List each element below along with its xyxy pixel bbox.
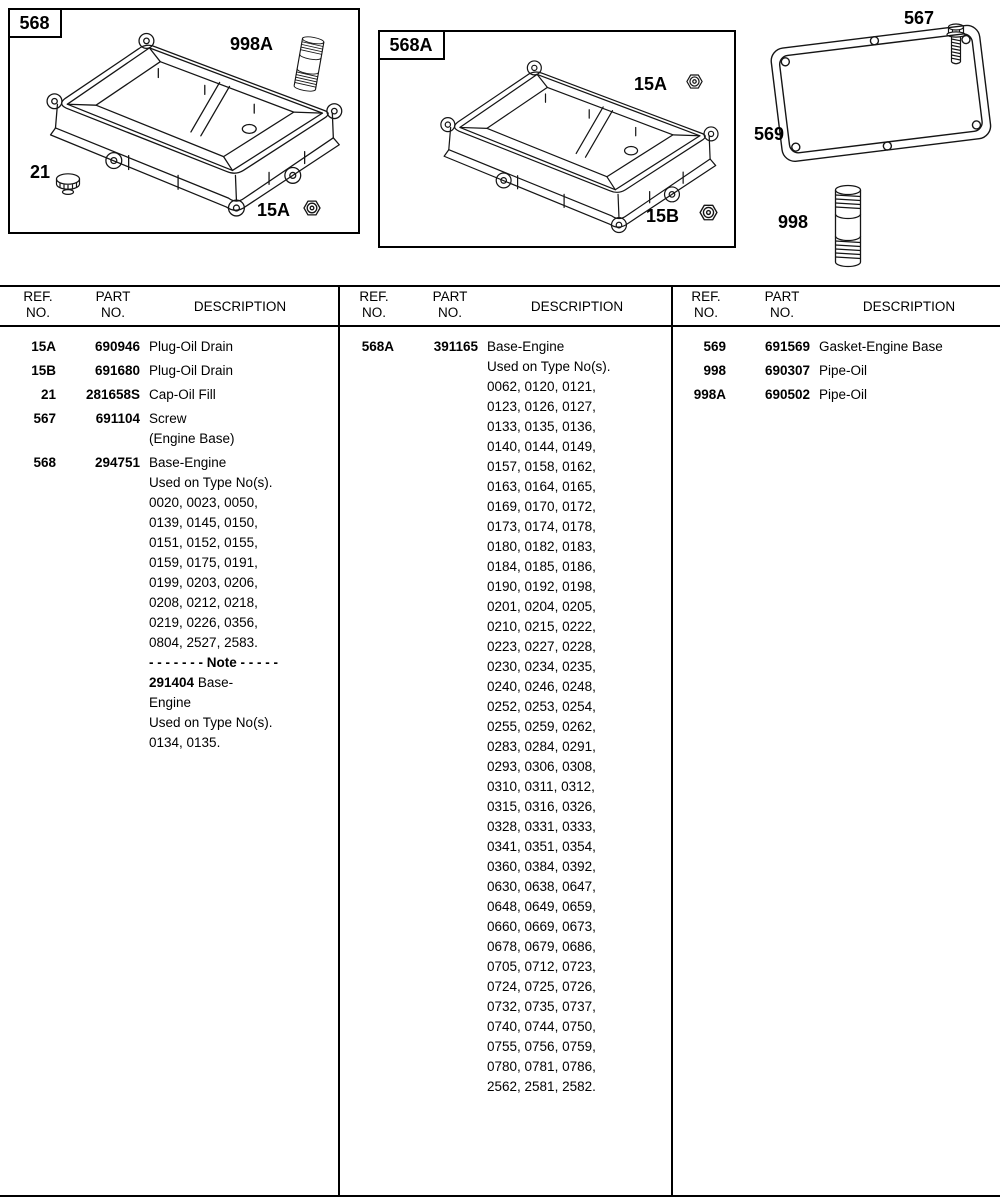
description-line: 0255, 0259, 0262, — [487, 719, 596, 734]
parts-column-1 — [8, 337, 334, 753]
ref-no-cell: 568 — [33, 455, 56, 470]
description-cell — [149, 453, 278, 753]
description-line: Base-Engine — [487, 339, 565, 354]
description-line: 291404 Base- — [149, 675, 234, 690]
description-line: 0180, 0182, 0183, — [487, 539, 596, 554]
description-line: 0169, 0170, 0172, — [487, 499, 596, 514]
part-no-cell: 691104 — [95, 411, 140, 426]
table-row — [8, 337, 334, 357]
ref-no-cell: 15A — [31, 339, 56, 354]
description-line: 0184, 0185, 0186, — [487, 559, 596, 574]
description-line: 0648, 0649, 0659, — [487, 899, 596, 914]
description-line: 0199, 0203, 0206, — [149, 575, 258, 590]
description-line: Used on Type No(s). — [149, 715, 273, 730]
ref-no-header: REF. NO. — [359, 289, 389, 320]
part-no-cell: 690502 — [764, 387, 810, 402]
description-line: 0315, 0316, 0326, — [487, 799, 596, 814]
description-line: Base-Engine — [149, 455, 227, 470]
description-line: Pipe-Oil — [819, 363, 868, 378]
ref-no-cell: 569 — [703, 339, 726, 354]
description-line: 0328, 0331, 0333, — [487, 819, 596, 834]
description-line: 0123, 0126, 0127, — [487, 399, 596, 414]
table-row — [678, 337, 996, 357]
description-line: 0139, 0145, 0150, — [149, 515, 258, 530]
parts-column-2 — [346, 337, 666, 1097]
description-line: 0252, 0253, 0254, — [487, 699, 596, 714]
callout-998A: 998A — [230, 34, 274, 54]
description-cell — [149, 385, 216, 405]
description-line: 0341, 0351, 0354, — [487, 839, 596, 854]
table-row — [8, 453, 334, 753]
description-header: DESCRIPTION — [193, 298, 287, 314]
oil-drain-plug-15B-drawing — [698, 202, 719, 223]
part-no-cell: 690946 — [94, 339, 140, 354]
table-header-group-3 — [678, 288, 996, 324]
part-no-cell: 691569 — [764, 339, 810, 354]
engine-base-gasket-drawing — [770, 18, 998, 170]
description-line: Used on Type No(s). — [487, 359, 611, 374]
table-row — [8, 409, 334, 449]
figure-box-568 — [8, 8, 360, 234]
table-header-group-1 — [8, 288, 328, 324]
description-line: 0360, 0384, 0392, — [487, 859, 596, 874]
description-line: 0133, 0135, 0136, — [487, 419, 596, 434]
description-cell — [149, 409, 235, 449]
description-line: 0293, 0306, 0308, — [487, 759, 596, 774]
part-no-header: PART NO. — [432, 289, 468, 320]
description-line: - - - - - - - Note - - - - - — [149, 655, 278, 670]
description-cell — [487, 337, 611, 1097]
description-line: 0157, 0158, 0162, — [487, 459, 596, 474]
table-row — [8, 361, 334, 381]
description-line: 0190, 0192, 0198, — [487, 579, 596, 594]
description-line: 0240, 0246, 0248, — [487, 679, 596, 694]
callout-15B: 15B — [646, 206, 680, 226]
callout-15A-box1: 15A — [257, 200, 291, 220]
description-line: 0660, 0669, 0673, — [487, 919, 596, 934]
table-row — [8, 385, 334, 405]
table-row — [346, 337, 666, 1097]
parts-column-3 — [678, 337, 996, 405]
callout-567: 567 — [904, 8, 935, 28]
description-line: 0140, 0144, 0149, — [487, 439, 596, 454]
description-cell — [819, 337, 943, 357]
figure-label-568: 568 — [8, 8, 62, 38]
description-line: 0705, 0712, 0723, — [487, 959, 596, 974]
description-line: Plug-Oil Drain — [149, 339, 234, 354]
description-line: 0208, 0212, 0218, — [149, 595, 258, 610]
table-top-rule — [0, 285, 1000, 287]
table-row — [678, 361, 996, 381]
callout-21: 21 — [30, 162, 51, 182]
description-line: 0020, 0023, 0050, — [149, 495, 258, 510]
part-no-header: PART NO. — [95, 289, 131, 320]
part-no-header: PART NO. — [764, 289, 800, 320]
oil-pipe-998-drawing — [833, 184, 863, 268]
table-bottom-rule — [0, 1195, 1000, 1197]
oil-fill-cap-drawing — [55, 172, 83, 196]
description-line: 0780, 0781, 0786, — [487, 1059, 596, 1074]
description-line: 0219, 0226, 0356, — [149, 615, 258, 630]
description-line: 0740, 0744, 0750, — [487, 1019, 596, 1034]
description-line: Pipe-Oil — [819, 387, 868, 402]
description-line: 0678, 0679, 0686, — [487, 939, 596, 954]
description-cell — [149, 361, 233, 381]
callout-15A-box2: 15A — [634, 74, 668, 94]
description-line: 0201, 0204, 0205, — [487, 599, 596, 614]
table-header-rule — [0, 325, 1000, 327]
table-header-group-2 — [346, 288, 664, 324]
description-header: DESCRIPTION — [862, 298, 956, 314]
ref-no-header: REF. NO. — [23, 289, 53, 320]
oil-drain-plug-15A-drawing — [302, 198, 322, 218]
ref-no-cell: 567 — [33, 411, 56, 426]
description-line: 0630, 0638, 0647, — [487, 879, 596, 894]
column-divider-2 — [671, 285, 673, 1197]
description-line: 0210, 0215, 0222, — [487, 619, 596, 634]
part-no-cell: 691680 — [94, 363, 140, 378]
callout-569: 569 — [754, 124, 785, 144]
oil-drain-plug-15A2-drawing — [685, 72, 704, 91]
description-header: DESCRIPTION — [530, 298, 624, 314]
description-line: 0151, 0152, 0155, — [149, 535, 258, 550]
description-cell — [819, 385, 867, 405]
engine-base-568A-drawing — [380, 32, 738, 250]
description-line: 0062, 0120, 0121, — [487, 379, 596, 394]
description-line: 0804, 2527, 2583. — [149, 635, 258, 650]
description-line: 0159, 0175, 0191, — [149, 555, 258, 570]
callout-998: 998 — [778, 212, 809, 232]
ref-no-header: REF. NO. — [691, 289, 721, 320]
description-line: 0230, 0234, 0235, — [487, 659, 596, 674]
description-line: Cap-Oil Fill — [149, 387, 216, 402]
description-line: 0732, 0735, 0737, — [487, 999, 596, 1014]
part-no-cell: 690307 — [764, 363, 810, 378]
description-cell — [149, 337, 233, 357]
description-line: Plug-Oil Drain — [149, 363, 234, 378]
description-line: 0755, 0756, 0759, — [487, 1039, 596, 1054]
description-line: Screw — [149, 411, 187, 426]
ref-no-cell: 15B — [31, 363, 56, 378]
description-line: 0310, 0311, 0312, — [487, 779, 595, 794]
description-line: (Engine Base) — [149, 431, 235, 446]
description-line: 0223, 0227, 0228, — [487, 639, 596, 654]
ref-no-cell: 998 — [703, 363, 726, 378]
table-row — [678, 385, 996, 405]
ref-no-cell: 998A — [693, 387, 726, 402]
column-divider-1 — [338, 285, 340, 1197]
description-line: Engine — [149, 695, 192, 710]
description-cell — [819, 361, 867, 381]
ref-no-cell: 568A — [361, 339, 394, 354]
figure-label-568A: 568A — [378, 30, 445, 60]
part-no-cell: 281658S — [85, 387, 140, 402]
description-line: 0283, 0284, 0291, — [487, 739, 596, 754]
description-line: Gasket-Engine Base — [819, 339, 943, 354]
description-line: 0134, 0135. — [149, 735, 221, 750]
description-line: 0173, 0174, 0178, — [487, 519, 596, 534]
figure-box-568A — [378, 30, 736, 248]
part-no-cell: 391165 — [433, 339, 478, 354]
description-line: 0724, 0725, 0726, — [487, 979, 596, 994]
description-line: Used on Type No(s). — [149, 475, 273, 490]
ref-no-cell: 21 — [40, 387, 56, 402]
part-no-cell: 294751 — [94, 455, 140, 470]
description-line: 2562, 2581, 2582. — [487, 1079, 596, 1094]
description-line: 0163, 0164, 0165, — [487, 479, 596, 494]
